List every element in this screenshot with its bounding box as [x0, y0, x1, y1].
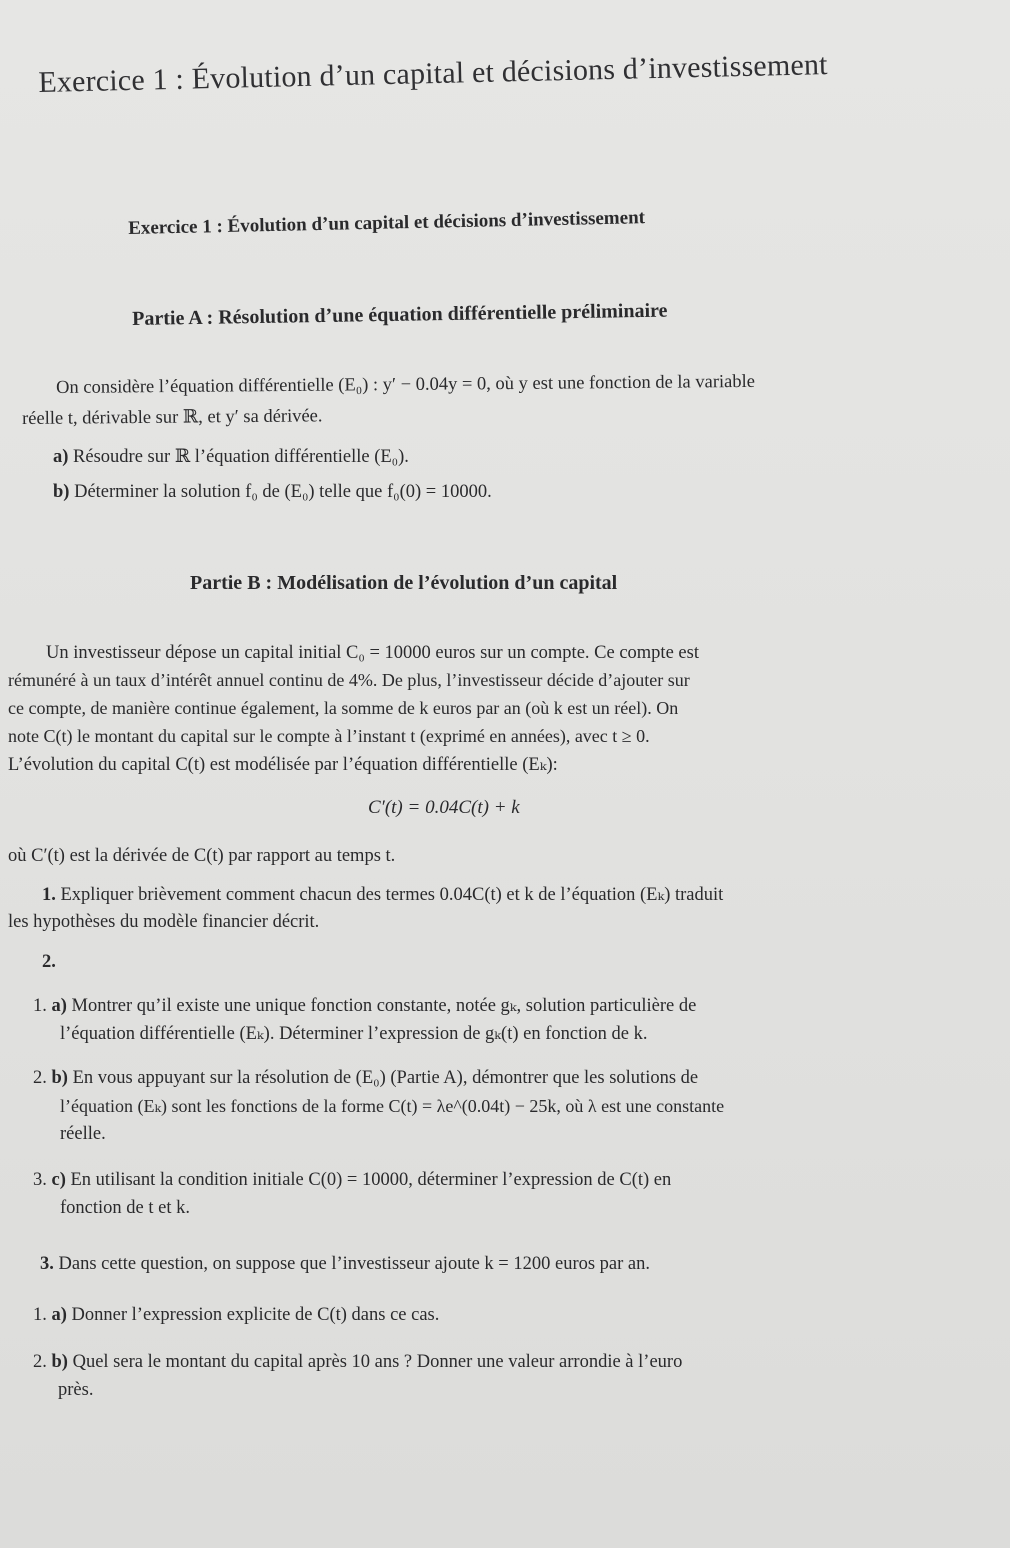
question-1-line2: les hypothèses du modèle financier décrit. [8, 912, 320, 932]
item-text: En utilisant la condition initiale C(0) = 10000, déterminer l’expression de C(t) en [70, 1170, 672, 1190]
question-2b-line2: l’équation (Eₖ) sont les fonctions de la forme C(t) = λe^(0.04t) − 25k, où λ est une constante [60, 1096, 725, 1116]
question-2-number: 2. [42, 952, 56, 972]
part-b-title: Partie B : Modélisation de l’évolution d’un capital [190, 572, 618, 594]
item-number: 1. [33, 1305, 47, 1325]
item-label: a) [51, 1305, 67, 1325]
question-3b-line2: près. [58, 1380, 94, 1400]
exercise-title: Exercice 1 : Évolution d’un capital et décisions d’investissement [128, 207, 646, 239]
question-1-line1 [42, 884, 723, 906]
part-a-intro-line1: On considère l’équation différentielle (E₀) : y′ − 0.04y = 0, où y est une fonction de la variable [56, 371, 756, 398]
question-2a-line1 [33, 995, 696, 1017]
question-2a-line2: l’équation différentielle (Eₖ). Déterminer l’expression de gₖ(t) en fonction de k. [60, 1024, 648, 1044]
item-label: b) [51, 1068, 68, 1088]
item-number: 3. [33, 1170, 47, 1190]
question-number: 3. [40, 1254, 54, 1274]
part-b-intro-line4: note C(t) le montant du capital sur le compte à l’instant t (exprimé en années), avec t ≥ 0. [8, 726, 650, 746]
part-b-intro-line2: rémunéré à un taux d’intérêt annuel continu de 4%. De plus, l’investisseur décide d’ajouter sur [8, 670, 690, 690]
item-label: a) [51, 996, 67, 1016]
item-text: En vous appuyant sur la résolution de (E₀) (Partie A), démontrer que les solutions de [72, 1068, 699, 1088]
question-text: Dans cette question, on suppose que l’investisseur ajoute k = 1200 euros par an. [58, 1254, 651, 1274]
item-text: Quel sera le montant du capital après 10 ans ? Donner une valeur arrondie à l’euro [72, 1352, 683, 1372]
part-b-intro-line1: Un investisseur dépose un capital initial C₀ = 10000 euros sur un compte. Ce compte est [46, 643, 699, 663]
part-a-intro-line2: réelle t, dérivable sur ℝ, et y′ sa dérivée. [22, 406, 323, 429]
item-number: 2. [33, 1352, 47, 1372]
question-2b-line1 [33, 1068, 698, 1089]
part-b-intro-line5: L’évolution du capital C(t) est modélisée par l’équation différentielle (Eₖ): [8, 755, 558, 775]
differential-equation: C′(t) = 0.04C(t) + k [368, 797, 520, 818]
main-title: Exercice 1 : Évolution d’un capital et décisions d’investissement [38, 48, 829, 99]
item-label: c) [51, 1170, 66, 1190]
question-text: Résoudre sur ℝ l’équation différentielle (E₀). [73, 447, 409, 467]
part-a-question-a [53, 446, 409, 468]
part-a-title: Partie A : Résolution d’une équation différentielle préliminaire [132, 299, 668, 330]
item-text: Montrer qu’il existe une unique fonction constante, notée gₖ, solution particulière de [71, 996, 697, 1016]
question-3b-line1 [33, 1352, 682, 1373]
question-text: Déterminer la solution f₀ de (E₀) telle que f₀(0) = 10000. [74, 482, 492, 502]
part-b-intro-line3: ce compte, de manière continue également, la somme de k euros par an (où k est un réel). On [8, 698, 679, 718]
question-2c-line1 [33, 1170, 671, 1191]
question-3a-line1 [33, 1305, 439, 1326]
question-2b-line3: réelle. [60, 1124, 106, 1144]
question-3 [40, 1254, 650, 1275]
question-label: a) [53, 447, 69, 467]
part-b-after-equation: où C′(t) est la dérivée de C(t) par rapport au temps t. [8, 846, 396, 866]
question-number: 1. [42, 885, 56, 905]
item-text: Donner l’expression explicite de C(t) dans ce cas. [71, 1305, 440, 1325]
item-label: b) [51, 1352, 68, 1372]
question-label: b) [53, 482, 70, 502]
item-number: 2. [33, 1068, 47, 1088]
part-a-question-b [53, 482, 492, 503]
question-2c-line2: fonction de t et k. [60, 1198, 190, 1218]
item-number: 1. [33, 996, 47, 1016]
question-text: Expliquer brièvement comment chacun des termes 0.04C(t) et k de l’équation (Eₖ) traduit [60, 885, 724, 905]
